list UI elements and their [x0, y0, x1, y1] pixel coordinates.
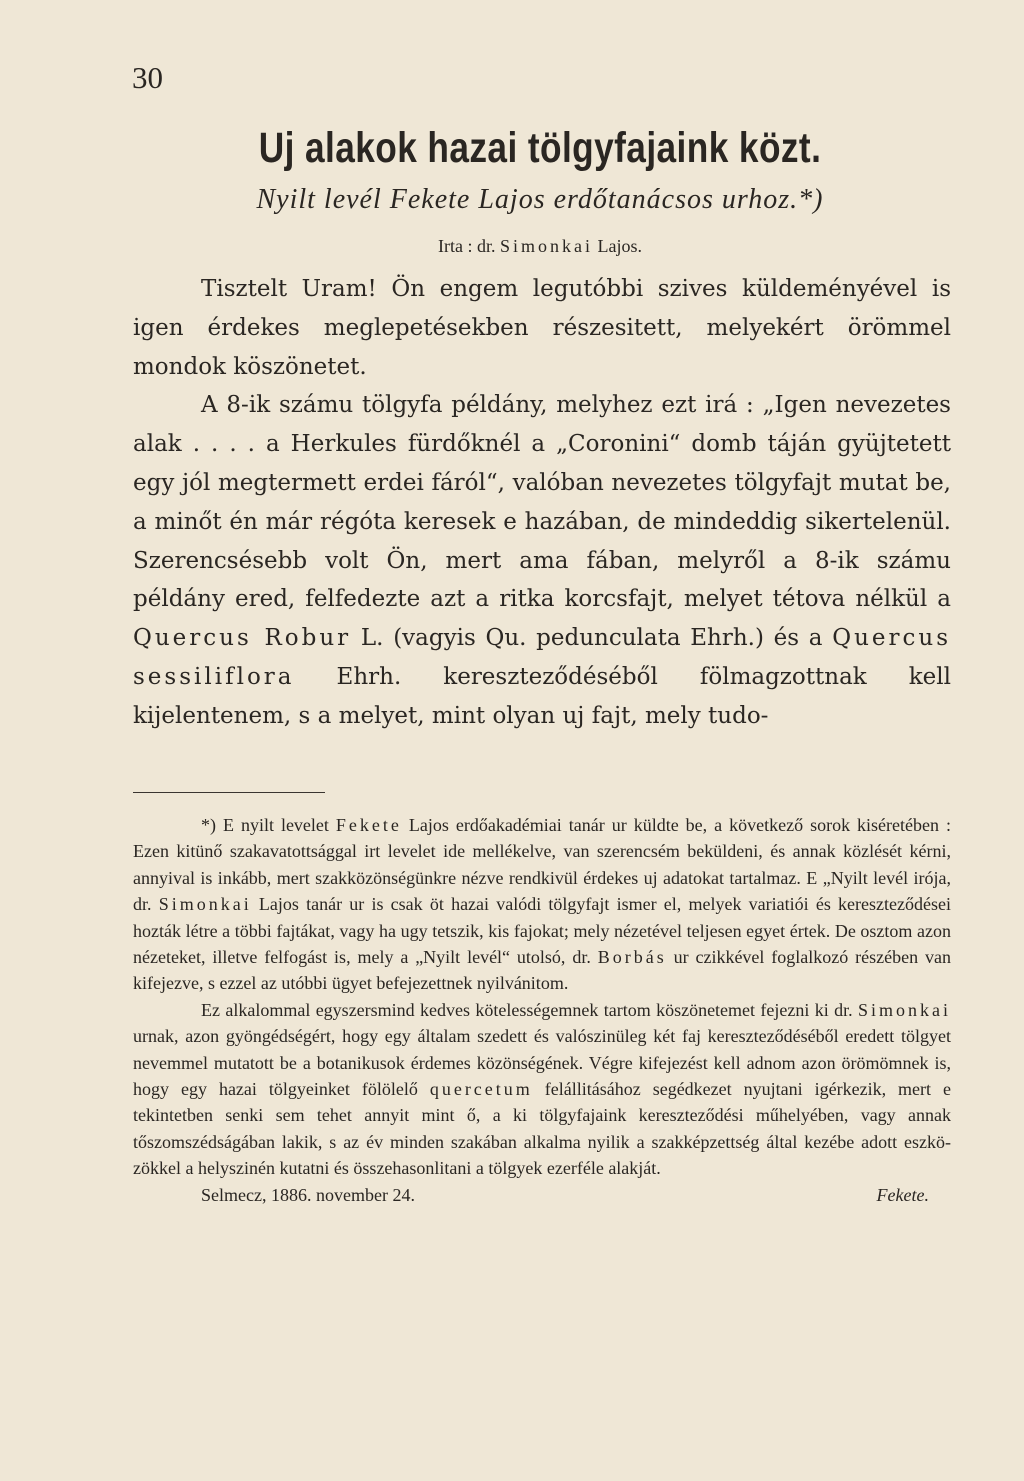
name-simonkai-2: Simonkai	[857, 999, 951, 1020]
footnote-1-part-c: Lajos tanár ur is csak öt hazai valódi tölgyfajt ismer el, melyek variatiói és kereszteződései hozták létre a többi fajtákat, vagy ha ugy tetszik, kis fajokat; mely nézetével teljesen egyet értek. De osztom azon nézeteket, illetve felfogást is, mely a „Nyilt levél“ utolsó, dr.	[133, 894, 951, 968]
article-subtitle: Nyilt levél Fekete Lajos erdőtanácsos urhoz.*)	[256, 184, 824, 215]
author-suffix: Lajos.	[593, 236, 642, 256]
footnote-2-part-b: urnak, azon gyöngédségért, hogy egy általam szedett és valószinüleg két faj kereszteződéséből eredett tölgyet nevemmel mutatott be a botanikusok érdemes közönségének. Végre kifejezést kell adnom azon örömömnek is, hogy egy hazai tölgyeinket fölölelő	[133, 1026, 951, 1100]
name-fekete: Fekete	[335, 815, 402, 835]
footnote-1-part-a: *) E nyilt levelet	[201, 815, 336, 835]
article-title: Uj alakok hazai tölgyfajaink közt.	[258, 124, 822, 172]
author-name: Simonkai	[499, 236, 593, 256]
footnote-divider	[133, 792, 325, 793]
footnote	[133, 812, 951, 1208]
footnote-2-part-a: Ez alkalommal egyszersmind kedves kötelességemnek tartom köszönetemet fejezni ki dr.	[201, 999, 858, 1020]
paragraph-main-part-a: A 8-ik számu tölgyfa példány, melyhez ezt irá : „Igen nevezetes alak . . . . a Herkules fürdőknél a „Coronini“ domb táján gyüjtetett egy jól megtermett erdei fáról“, valóban nevezetes tölgyfajt mutat be, a minőt én már régóta keresek e hazában, de mindeddig sikertelenül. Szerencsésebb volt Ön, mert ama fában, melyről a 8-ik számu példány ered, felfedezte azt a ritka korcsfajt, melyet tétova nélkül a	[133, 392, 951, 613]
signature-line	[133, 1182, 951, 1208]
species-quercus-robur: Quercus Robur	[133, 625, 352, 652]
paragraph-main-part-b: L. (vagyis Qu. pedunculata Ehrh.) és a	[351, 625, 833, 652]
signature-name: Fekete.	[876, 1184, 929, 1205]
footnote-1-part-d: ur czikkével foglalkozó részében van kifejezve, s ezzel az utóbbi ügyet befejezettnek nyilvánitom.	[133, 947, 951, 994]
footnote-1-part-b: Lajos erdőakadémiai tanár ur küldte be, a következő sorok kiséretében : Ezen kitünő szakavatottsággal irt levelet ide mellékelve, van szerencsém beküldeni, és annak közlését kérni, annyival is inkább, mert szakközönségünkre nézve rendkivül érdekes uj adatokat tartalmaz. E „Nyilt levél irója, dr.	[133, 815, 951, 915]
paragraph-main	[133, 386, 951, 735]
paragraph-salutation: Tisztelt Uram! Ön engem legutóbbi szives küldeményével is igen érdekes meglepetésekben részesitett, melyekért örömmel mondok köszönetet.	[133, 276, 951, 380]
body-text	[133, 270, 951, 736]
author-prefix: Irta : dr.	[438, 236, 500, 256]
name-borbas: Borbás	[597, 947, 667, 968]
page-number: 30	[132, 60, 163, 95]
species-quercus-sessiliflora: Quercus sessiliflora	[133, 625, 951, 690]
footnote-paragraph-1	[133, 812, 951, 997]
signature-place-date: Selmecz, 1886. november 24.	[201, 1184, 415, 1205]
footnote-2-part-c: felállitásához segédkezet nyujtani igérkezik, mert e tekintetben senki sem tehet annyit mint ő, a ki tölgyfajaink kereszteződési műhelyében, vagy annak tőszomszédságában lakik, s az év minden szakában alkalma nyilik a szakképzettség által kezébe adott eszközökkel a helyszinén kutatni és összehasonlitani a tölgyek ezerféle alakját.	[133, 1079, 951, 1179]
author-line	[0, 236, 1024, 257]
paragraph-main-part-c: Ehrh. kereszteződéséből fölmagzottnak kell kijelentenem, s a melyet, mint olyan uj fajt, mely tudo-	[133, 663, 951, 729]
footnote-paragraph-2	[133, 997, 951, 1182]
term-quercetum: quercetum	[429, 1079, 533, 1100]
name-simonkai: Simonkai	[158, 894, 252, 915]
